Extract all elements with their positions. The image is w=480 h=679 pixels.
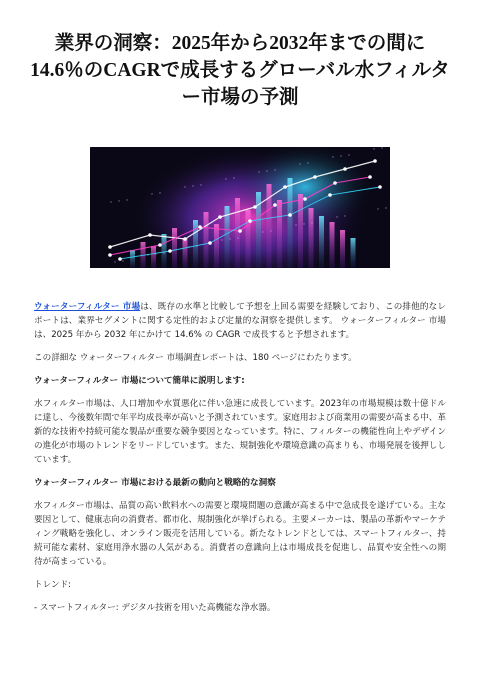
section1-body: 水フィルター市場は、人口増加や水質悪化に伴い急速に成長しています。2023年の市場規模は数十億ドルに達し、今後数年間で年平均成長率が高いと予測されています。家庭用および商業用の需要が高まる中、革新的な技術や持続可能な製品が重要な競争要因となっています。特に、フィルターの機能性向上やデザインの進化が市場のトレンドをリードしています。また、規制強化や環境意識の高まりも、市場発展を後押ししています。 <box>34 399 446 465</box>
hero-dot <box>248 219 252 223</box>
report-pages-note: この詳細な ウォーターフィルター 市場調査レポートは、180 ページにわたります。 <box>34 353 357 363</box>
hero-sparkle <box>266 170 267 171</box>
hero-bar <box>193 220 198 268</box>
hero-sparkle <box>147 254 148 255</box>
hero-dot <box>238 229 242 233</box>
hero-dot <box>378 185 382 189</box>
hero-sparkle <box>155 253 156 254</box>
page-title: 業界の洞察：2025年から2032年までの間に14.6％のCAGRで成長するグローバル水フィルター市場の予測 <box>30 33 450 108</box>
hero-sparkle <box>270 230 271 231</box>
hero-sparkle <box>311 222 312 223</box>
hero-sparkle <box>340 155 341 156</box>
hero-sparkle <box>373 148 374 149</box>
hero-dot <box>368 175 372 179</box>
hero-image <box>90 147 390 268</box>
hero-dot <box>303 197 307 201</box>
hero-dot <box>288 213 292 217</box>
hero-sparkle <box>163 252 164 253</box>
hero-dot <box>218 215 222 219</box>
hero-sparkle <box>221 239 222 240</box>
hero-sparkle <box>126 199 127 200</box>
intro-paragraph <box>34 300 446 342</box>
hero-bar <box>340 230 345 268</box>
hero-sparkle <box>114 261 115 262</box>
market-link[interactable]: ウォーターフィルター 市場 <box>34 302 141 312</box>
hero-sparkle <box>122 260 123 261</box>
hero-bar <box>204 212 209 268</box>
hero-sparkle <box>348 154 349 155</box>
hero-dot <box>168 249 172 253</box>
hero-dot <box>198 225 202 229</box>
hero-bar <box>288 178 293 268</box>
hero-sparkle <box>225 178 226 179</box>
hero-bar <box>130 250 135 268</box>
hero-bar <box>235 198 240 268</box>
hero-dot <box>333 181 337 185</box>
hero-sparkle <box>151 193 152 194</box>
section1-heading: ウォーターフィルター 市場について簡単に説明します: <box>34 376 245 386</box>
hero-dot <box>283 185 287 189</box>
hero-sparkle <box>159 192 160 193</box>
market-analytics-chart-image <box>90 147 390 268</box>
hero-dot <box>373 159 377 163</box>
hero-sparkle <box>188 246 189 247</box>
hero-dot <box>108 253 112 257</box>
hero-bar <box>151 246 156 268</box>
hero-dot <box>313 175 317 179</box>
section2-body: 水フィルター市場は、品質の高い飲料水への需要と環境問題の意識が高まる中で急成長を遂げている。主な要因として、健康志向の消費者、都市化、規制強化が挙げられる。主要メーカーは、製品の革新やマーケティング戦略を強化し、オンライン販売を活用している。新たなトレンドとしては、スマートフィルター、持続可能な素材、家庭用浄水器の人気がある。消費者の意識向上は市場成長を促進し、品質や安全性への期待が高まっている。 <box>34 501 446 567</box>
hero-dot <box>253 205 257 209</box>
hero-dot <box>108 245 112 249</box>
hero-sparkle <box>299 163 300 164</box>
hero-bar <box>246 210 251 268</box>
hero-dot <box>183 237 187 241</box>
hero-sparkle <box>229 238 230 239</box>
hero-sparkle <box>262 231 263 232</box>
hero-sparkle <box>110 201 111 202</box>
hero-sparkle <box>200 184 201 185</box>
hero-sparkle <box>381 147 382 148</box>
hero-sparkle <box>307 162 308 163</box>
hero-bar <box>298 194 303 268</box>
hero-sparkle <box>237 237 238 238</box>
hero-bar <box>162 234 167 268</box>
hero-bar <box>183 238 188 268</box>
hero-bar <box>330 222 335 268</box>
trend-item: - スマートフィルター: デジタル技術を用いた高機能な浄水器。 <box>34 603 276 613</box>
hero-sparkle <box>118 200 119 201</box>
hero-dot <box>118 257 122 261</box>
hero-dot <box>148 233 152 237</box>
hero-bar <box>309 208 314 268</box>
hero-bar <box>351 238 356 268</box>
hero-sparkle <box>332 156 333 157</box>
hero-sparkle <box>258 171 259 172</box>
hero-sparkle <box>385 207 386 208</box>
hero-dot <box>208 241 212 245</box>
hero-sparkle <box>344 215 345 216</box>
hero-sparkle <box>303 223 304 224</box>
hero-bar <box>319 216 324 268</box>
hero-sparkle <box>233 177 234 178</box>
hero-sparkle <box>196 245 197 246</box>
hero-bar <box>277 200 282 268</box>
hero-bar <box>214 224 219 268</box>
trends-label: トレンド: <box>34 580 72 590</box>
hero-sparkle <box>274 169 275 170</box>
hero-dot <box>273 203 277 207</box>
section2-heading: ウォーターフィルター 市場における最新の動向と戦略的な洞察 <box>34 478 276 488</box>
hero-sparkle <box>295 224 296 225</box>
hero-sparkle <box>377 208 378 209</box>
hero-sparkle <box>336 216 337 217</box>
article-body <box>34 300 446 624</box>
hero-dot <box>343 167 347 171</box>
hero-sparkle <box>192 185 193 186</box>
hero-sparkle <box>184 186 185 187</box>
hero-bar <box>172 228 177 268</box>
hero-dot <box>328 193 332 197</box>
hero-dot <box>158 243 162 247</box>
intro-text: は、既存の水準と比較して予想を上回る需要を経験しており、この排他的なレポートは、業界セグメントに関する定性的および定量的な洞察を提供します。 ウォーターフィルター 市場は、2025 年から 2032 年にかけて 14.6% の CAGR で成長すると予想されます。 <box>34 302 446 340</box>
